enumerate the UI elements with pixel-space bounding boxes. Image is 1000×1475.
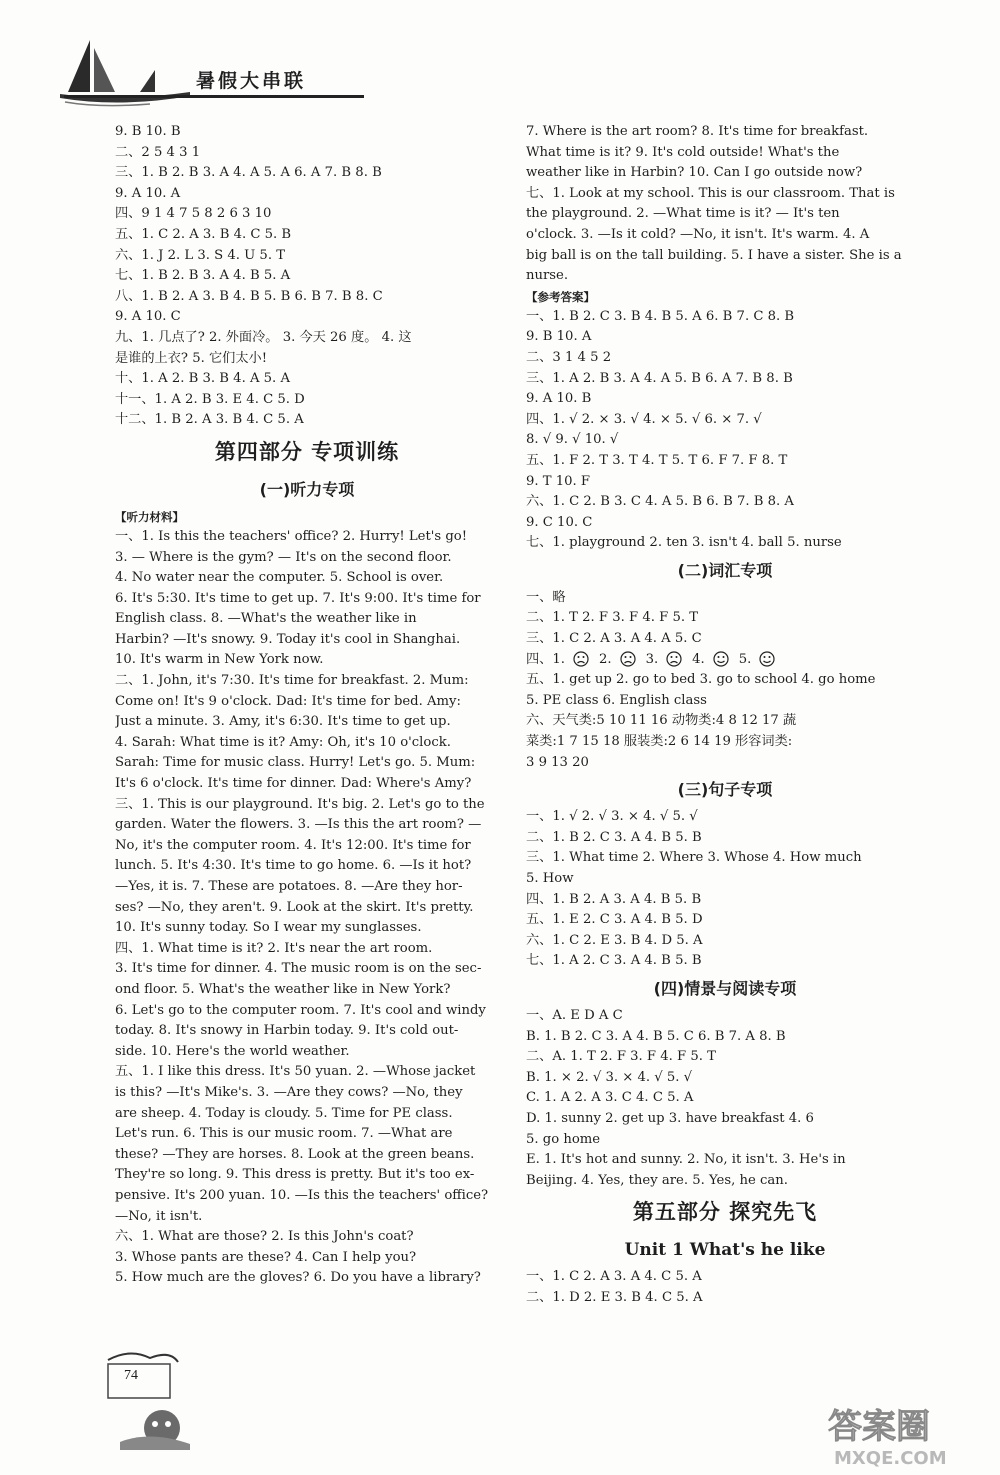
answer-line: 六、1. C 2. E 3. B 4. D 5. A [526,932,703,948]
answer-line: 一、略 [526,589,566,605]
answer-line: 5. How [526,871,574,886]
answer-line: —Yes, it is. 7. These are potatoes. 8. —Are they hor- [115,879,463,894]
answer-line: 一、1. √ 2. √ 3. × 4. √ 5. √ [526,809,698,825]
sad-face-icon [666,651,682,667]
header-title: 暑假大串联 [196,70,307,92]
answer-line: 六、1. What are those? 2. Is this John's coat? [115,1229,414,1245]
answer-line: 二、A. 1. T 2. F 3. F 4. F 5. T [526,1049,716,1065]
page-number: 74 [124,1368,138,1383]
right-column [526,122,924,1309]
answer-line: Let's run. 6. This is our music room. 7. —What are [115,1126,453,1142]
answer-line: 3. It's time for dinner. 4. The music room is on the sec- [115,961,482,977]
sad-face-icon [573,651,589,667]
answer-line: 二、1. D 2. E 3. B 4. C 5. A [526,1289,703,1305]
answer-line: today. 8. It's snowy in Harbin today. 9. It's cold out- [115,1023,459,1039]
answer-line: 二、1. John, it's 7:30. It's time for breakfast. 2. Mum: [115,673,469,689]
answer-line: 二、2 5 4 3 1 [115,144,201,160]
answer-line: 五、1. F 2. T 3. T 4. T 5. T 6. F 7. F 8. T [526,452,788,468]
answer-line: What time is it? 9. It's cold outside! What's the [526,144,840,160]
section-heading: 第五部分 探究先飞 [632,1200,818,1225]
answer-number: 1. [552,651,565,667]
smiley-face-icon [759,651,775,667]
answer-label: 四、 [526,651,553,667]
cartoon-character-icon [100,1340,205,1450]
answer-line: pensive. It's 200 yuan. 10. —Is this the teachers' office? [115,1187,489,1203]
answer-line: 9. C 10. C [526,514,593,530]
answer-line: 5. PE class 6. English class [526,692,707,708]
answer-line: 四、1. √ 2. × 3. √ 4. × 5. √ 6. × 7. √ [526,411,762,427]
answer-line: 一、A. E D A C [526,1007,623,1023]
answer-line: —No, it isn't. [115,1208,203,1224]
answer-line: No, it's the computer room. 4. It's 12:00. It's time for [115,837,471,853]
answer-line: C. 1. A 2. A 3. C 4. C 5. A [526,1090,694,1106]
answer-line: 七、1. playground 2. ten 3. isn't 4. ball 5. nurse [526,535,842,551]
answer-line: 六、1. J 2. L 3. S 4. U 5. T [115,247,286,263]
material-tag: 【参考答案】 [526,289,595,304]
answer-line: lunch. 5. It's 4:30. It's time to go home. 6. —Is it hot? [115,858,472,874]
answer-line: 十二、1. B 2. A 3. B 4. C 5. A [115,412,304,428]
answer-line: nurse. [526,268,569,284]
answer-line: 四、9 1 4 7 5 8 2 6 3 10 [115,206,272,222]
answer-line: Just a minute. 3. Amy, it's 6:30. It's time to get up. [115,714,451,730]
header-divider [64,95,364,98]
answer-line: It's 6 o'clock. It's time for dinner. Dad: Where's Amy? [115,776,472,792]
answer-line: 七、1. Look at my school. This is our classroom. That is [526,185,895,201]
answer-line: 3. Whose pants are these? 4. Can I help you? [115,1249,417,1265]
answer-line: 9. B 10. A [526,329,592,345]
answer-line: 五、1. E 2. C 3. A 4. B 5. D [526,912,703,928]
answer-line: 六、天气类:5 10 11 16 动物类:4 8 12 17 蔬 [526,713,797,729]
answer-number: 5. [738,651,752,667]
face-answer [599,652,636,667]
answer-line: these? —They are horses. 8. Look at the green beans. [115,1146,475,1162]
answer-number: 3. [645,651,659,667]
answer-line: 5. go home [526,1131,601,1147]
answer-line: garden. Water the flowers. 3. —Is this the art room? — [115,817,482,833]
answer-line: is this? —It's Mike's. 3. —Are they cows? —No, they [115,1084,463,1100]
answer-line: 二、1. B 2. C 3. A 4. B 5. B [526,829,702,845]
smiley-face-icon [713,651,729,667]
answer-line: Beijing. 4. Yes, they are. 5. Yes, he can. [526,1172,788,1188]
answer-line: D. 1. sunny 2. get up 3. have breakfast 4. 6 [526,1110,814,1126]
answer-line: weather like in Harbin? 10. Can I go outside now? [526,165,863,181]
watermark [820,1400,990,1470]
answer-line: 一、1. B 2. C 3. B 4. B 5. A 6. B 7. C 8. B [526,308,795,324]
answer-line: 三、1. C 2. A 3. A 4. A 5. C [526,631,702,647]
answer-line: 10. It's warm in New York now. [115,652,324,668]
answer-line: 9. A 10. A [115,185,181,201]
answer-line: 五、1. get up 2. go to bed 3. go to school 4. go home [526,672,876,688]
answer-line: 三、1. What time 2. Where 3. Whose 4. How much [526,850,862,866]
answer-line: are sheep. 4. Today is cloudy. 5. Time for PE class. [115,1105,453,1121]
answer-line: 5. How much are the gloves? 6. Do you have a library? [115,1270,481,1286]
subsection-heading: (四)情景与阅读专项 [653,978,797,998]
answer-line: Sarah: Time for music class. Hurry! Let's go. 5. Mum: [115,755,476,771]
face-answer [739,652,776,667]
answer-line: Harbin? —It's snowy. 9. Today it's cool in Shanghai. [115,631,461,647]
subsection-heading: (三)句子专项 [677,780,773,800]
answer-line: 一、1. C 2. A 3. A 4. C 5. A [526,1269,702,1285]
answer-line: B. 1. × 2. √ 3. × 4. √ 5. √ [526,1069,693,1085]
answer-line: B. 1. B 2. C 3. A 4. B 5. C 6. B 7. A 8. B [526,1028,786,1044]
face-answer [692,652,729,667]
section-heading: 第四部分 专项训练 [214,439,400,464]
answer-line: 七、1. A 2. C 3. A 4. B 5. B [526,953,702,969]
answer-line: 九、1. 几点了? 2. 外面冷。 3. 今天 26 度。 4. 这 [115,329,412,345]
answer-line-faces [526,650,924,671]
answer-line: 三、1. A 2. B 3. A 4. A 5. B 6. A 7. B 8. B [526,370,793,386]
answer-line: 三、1. B 2. B 3. A 4. A 5. A 6. A 7. B 8. B [115,165,382,181]
unit-heading: Unit 1 What's he like [624,1240,826,1261]
answer-line: 6. Let's go to the computer room. 7. It's cool and windy [115,1002,486,1018]
answer-line: 10. It's sunny today. So I wear my sunglasses. [115,920,422,936]
answer-line: 二、1. T 2. F 3. F 4. F 5. T [526,610,699,626]
answer-line: o'clock. 3. —Is it cold? —No, it isn't. It's warm. 4. A [526,226,870,242]
answer-line: 四、1. B 2. A 3. A 4. B 5. B [526,891,702,907]
answer-line: 是谁的上衣? 5. 它们太小! [115,350,268,366]
answer-line: 六、1. C 2. B 3. C 4. A 5. B 6. B 7. B 8. A [526,494,794,510]
answer-line: 9. B 10. B [115,124,181,139]
answer-line: 四、1. What time is it? 2. It's near the art room. [115,940,433,956]
answer-line: 五、1. I like this dress. It's 50 yuan. 2. —Whose jacket [115,1064,476,1080]
answer-line: 十一、1. A 2. B 3. E 4. C 5. D [115,391,305,407]
subsection-heading: (一)听力专项 [259,479,355,499]
answer-line: 4. No water near the computer. 5. School is over. [115,570,444,586]
answer-line: side. 10. Here's the world weather. [115,1043,350,1059]
answer-number: 2. [598,651,612,667]
answer-line: 十、1. A 2. B 3. B 4. A 5. A [115,371,290,387]
answer-line: 8. √ 9. √ 10. √ [526,432,619,448]
answer-line: ses? —No, they aren't. 9. Look at the skirt. It's pretty. [115,899,474,915]
answer-line: 9. A 10. B [526,391,592,407]
answer-line: 五、1. C 2. A 3. B 4. C 5. B [115,226,292,242]
answer-line: 菜类:1 7 15 18 服装类:2 6 14 19 形容词类: [526,734,793,750]
answer-line: 7. Where is the art room? 8. It's time for breakfast. [526,124,869,139]
subsection-heading: (二)词汇专项 [677,560,773,580]
material-tag: 【听力材料】 [115,509,184,524]
face-answer [552,652,589,667]
answer-line: ond floor. 5. What's the weather like in New York? [115,981,451,997]
answer-line: 一、1. Is this the teachers' office? 2. Hurry! Let's go! [115,528,468,544]
answer-line: 三、1. This is our playground. It's big. 2. Let's go to the [115,796,485,812]
answer-line: 二、3 1 4 5 2 [526,349,612,365]
answer-line: 3. — Where is the gym? — It's on the second floor. [115,549,452,565]
answer-line: 3 9 13 20 [526,754,589,770]
answer-line: Come on! It's 9 o'clock. Dad: It's time for bed. Amy: [115,693,461,709]
answer-number: 4. [692,651,705,667]
face-answer [646,652,683,667]
left-column [115,122,499,1289]
answer-line: They're so long. 9. This dress is pretty. But it's too ex- [115,1167,475,1183]
answer-line: 七、1. B 2. B 3. A 4. B 5. A [115,268,291,284]
answer-line: 6. It's 5:30. It's time to get up. 7. It's 9:00. It's time for [115,590,481,606]
answer-line: E. 1. It's hot and sunny. 2. No, it isn't. 3. He's in [526,1152,846,1168]
answer-line: the playground. 2. —What time is it? — It's ten [526,206,840,222]
answer-line: English class. 8. —What's the weather like in [115,611,417,627]
answer-line: 9. T 10. F [526,473,591,489]
watermark-text: 答案圈 [828,1407,930,1447]
watermark-url: MXQE.COM [834,1448,947,1469]
sad-face-icon [620,651,636,667]
answer-line: 9. A 10. C [115,309,181,325]
answer-line: big ball is on the tall building. 5. I have a sister. She is a [526,247,902,263]
answer-line: 八、1. B 2. A 3. B 4. B 5. B 6. B 7. B 8. C [115,288,383,304]
answer-line: 4. Sarah: What time is it? Amy: Oh, it's 10 o'clock. [115,734,451,750]
footer-decoration [100,1340,205,1450]
